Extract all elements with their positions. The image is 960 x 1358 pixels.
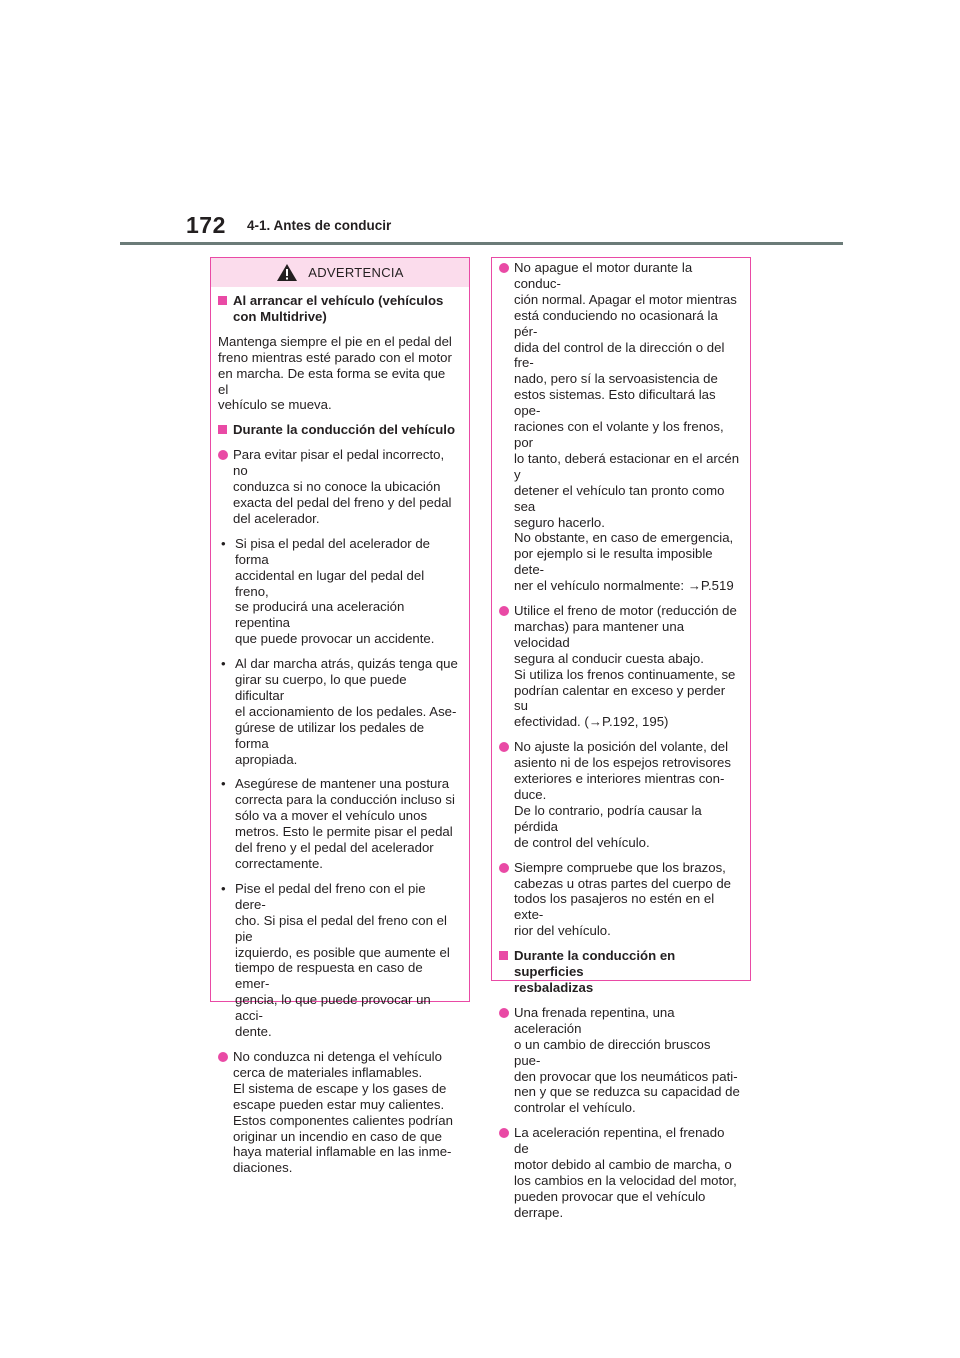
warning-title: ADVERTENCIA <box>308 264 404 280</box>
sub-bullet-text: Al dar marcha atrás, quizás tenga que girar su cuerpo, lo que puede dificultar el accionamiento de los pedales. Ase- gúrese de utilizar los pedales de forma apropiada. <box>235 656 458 767</box>
square-bullet-icon <box>218 296 227 305</box>
subheading-text: Durante la conducción en superficies resbaladizas <box>514 948 676 995</box>
section-title: 4-1. Antes de conducir <box>247 218 392 233</box>
bullet-text: No conduzca ni detenga el vehículo cerca de materiales inflamables. El sistema de escape y los gases de escape pueden estar muy calientes. Estos componentes calientes podrían originar un incendio en caso de que haya material inflamable en las inme- diaciones. <box>233 1048 453 1176</box>
bullet-text: La aceleración repentina, el frenado de motor debido al cambio de marcha, o los cambios en la velocidad del motor, pueden provocar que el vehículo derrape. <box>514 1125 737 1220</box>
bullet-text: Una frenada repentina, una aceleración o un cambio de dirección bruscos pue- den provocar que los neumáticos pati- nen y que se reduzca su capacidad de controlar el vehículo. <box>514 1004 740 1116</box>
round-bullet-icon <box>499 606 509 616</box>
subheading <box>499 948 740 996</box>
bullet-text: No ajuste la posición del volante, del asiento ni de los espejos retrovisores exteriores e interiores mientras con- duce. De lo contrario, podría causar la pérdida de control del vehículo. <box>514 739 731 850</box>
bullet-item <box>499 603 740 730</box>
header-rule <box>120 242 843 245</box>
sub-bullet-item <box>218 656 459 767</box>
round-bullet-icon <box>218 450 228 460</box>
sub-bullet-text: Pise el pedal del freno con el pie dere- cho. Si pisa el pedal del freno con el pie izquierdo, es posible que aumente el tiempo de respuesta en caso de emer- gencia, lo que puede provocar un acci- dente. <box>235 880 450 1040</box>
sub-bullet-text: Si pisa el pedal del acelerador de forma accidental en lugar del pedal del freno, se producirá una aceleración repentina que puede provocar un accidente. <box>235 535 435 647</box>
warning-box-header <box>211 258 469 287</box>
warning-box-left <box>210 257 470 1176</box>
subheading-text: Durante la conducción del vehículo <box>233 422 456 438</box>
square-bullet-icon <box>218 425 227 434</box>
sub-bullet-item <box>218 881 459 1040</box>
bullet-item <box>499 260 740 594</box>
bullet-item <box>499 860 740 940</box>
round-bullet-icon <box>499 742 509 752</box>
sub-bullet-text: Asegúrese de mantener una postura correcta para la conducción incluso si sólo va a mover el vehículo unos metros. Esto le permite pisar el pedal del freno y el pedal del acelerador correctamente. <box>235 776 455 871</box>
round-bullet-icon <box>499 1128 509 1138</box>
warning-box-right <box>491 257 751 1220</box>
bullet-item <box>499 1005 740 1116</box>
round-bullet-icon <box>499 263 509 273</box>
subheading <box>218 422 459 438</box>
round-bullet-icon <box>218 1052 228 1062</box>
warning-box-body <box>492 258 750 1221</box>
round-bullet-icon <box>499 1008 509 1018</box>
bullet-text: Para evitar pisar el pedal incorrecto, no conduzca si no conoce la ubicación exacta del pedal del freno y del pedal del acelerador. <box>233 447 452 526</box>
warning-triangle-icon <box>276 263 298 282</box>
bullet-item <box>499 1125 740 1220</box>
subheading-text: Al arrancar el vehículo (vehículos con Multidrive) <box>233 293 444 324</box>
bullet-text: Siempre compruebe que los brazos, cabezas u otras partes del cuerpo de todos los pasajeros no estén en el exte- rior del vehículo. <box>514 859 731 939</box>
dot-bullet-icon: • <box>221 656 226 672</box>
dot-bullet-icon: • <box>221 880 226 896</box>
sub-bullet-item <box>218 776 459 871</box>
dot-bullet-icon: • <box>221 535 226 551</box>
bullet-text: Utilice el freno de motor (reducción de marchas) para mantener una velocidad segura al conducir cuesta abajo. Si utiliza los frenos continuamente, se podrían calentar en exceso y perder su efectividad. (→P.192, 195) <box>514 603 737 730</box>
warning-box-body <box>211 287 469 1176</box>
bullet-item <box>218 1049 459 1176</box>
dot-bullet-icon: • <box>221 776 226 792</box>
paragraph: Mantenga siempre el pie en el pedal del freno mientras esté parado con el motor en marcha. De esta forma se evita que el vehículo se mueva. <box>218 333 452 413</box>
sub-bullet-item <box>218 536 459 647</box>
bullet-item <box>499 739 740 850</box>
page-number: 172 <box>186 212 226 238</box>
round-bullet-icon <box>499 863 509 873</box>
subheading <box>218 293 459 325</box>
bullet-text: No apague el motor durante la conduc- ción normal. Apagar el motor mientras está conduciendo no ocasionará la pér- dida del control de la dirección o del fre- nado, pero sí la servoasistencia de estos sistemas. Esto dificultará las ope- raciones con el volante y los frenos, por lo tanto, deberá estacionar en el arcén y detener el vehículo tan pronto como sea seguro hacerlo. No obstante, en caso de emergencia, por ejemplo si le resulta imposible dete- ner el vehículo normalmente: →P.519 <box>514 260 740 594</box>
bullet-item <box>218 447 459 527</box>
square-bullet-icon <box>499 951 508 960</box>
